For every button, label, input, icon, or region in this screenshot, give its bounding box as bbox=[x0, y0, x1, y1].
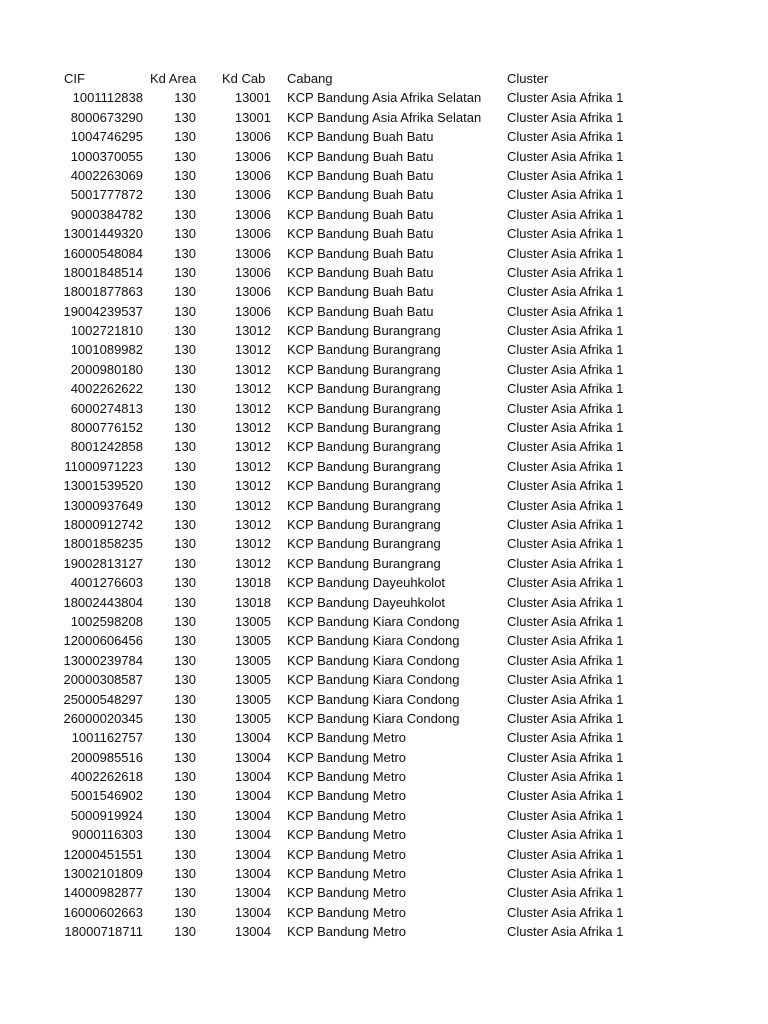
cell-kd-cab: 13004 bbox=[234, 846, 271, 862]
table-row bbox=[0, 845, 768, 864]
cell-kd-area: 130 bbox=[174, 807, 196, 823]
cell-kd-cab: 13006 bbox=[234, 284, 271, 300]
table-row bbox=[0, 379, 768, 398]
cell-kd-area: 130 bbox=[174, 323, 196, 339]
cell-cluster: Cluster Asia Afrika 1 bbox=[507, 129, 624, 145]
cell-cabang: KCP Bandung Metro bbox=[287, 846, 406, 862]
cell-cabang: KCP Bandung Asia Afrika Selatan bbox=[287, 109, 482, 125]
cell-kd-cab: 13005 bbox=[234, 613, 271, 629]
cell-cif: 1000370055 bbox=[70, 148, 143, 164]
cell-cluster: Cluster Asia Afrika 1 bbox=[507, 555, 624, 571]
table-row bbox=[0, 651, 768, 670]
table-row bbox=[0, 670, 768, 689]
table-row bbox=[0, 360, 768, 379]
cell-cluster: Cluster Asia Afrika 1 bbox=[507, 904, 624, 920]
cell-kd-area: 130 bbox=[174, 264, 196, 280]
cell-cif: 2000980180 bbox=[70, 361, 143, 377]
cell-cluster: Cluster Asia Afrika 1 bbox=[507, 420, 624, 436]
cell-kd-area: 130 bbox=[174, 613, 196, 629]
cell-kd-area: 130 bbox=[174, 497, 196, 513]
header-cabang: Cabang bbox=[287, 71, 333, 86]
table-body bbox=[0, 88, 768, 941]
cell-kd-area: 130 bbox=[174, 866, 196, 882]
cell-kd-cab: 13012 bbox=[234, 555, 271, 571]
cell-cluster: Cluster Asia Afrika 1 bbox=[507, 439, 624, 455]
cell-cluster: Cluster Asia Afrika 1 bbox=[507, 400, 624, 416]
table-row bbox=[0, 244, 768, 263]
cell-kd-area: 130 bbox=[174, 575, 196, 591]
cell-cluster: Cluster Asia Afrika 1 bbox=[507, 361, 624, 377]
cell-cif: 9000384782 bbox=[70, 206, 143, 222]
cell-kd-area: 130 bbox=[174, 90, 196, 106]
data-table bbox=[0, 69, 768, 942]
cell-cluster: Cluster Asia Afrika 1 bbox=[507, 691, 624, 707]
cell-kd-area: 130 bbox=[174, 924, 196, 940]
cell-cluster: Cluster Asia Afrika 1 bbox=[507, 226, 624, 242]
cell-cabang: KCP Bandung Burangrang bbox=[287, 400, 441, 416]
cell-kd-cab: 13012 bbox=[234, 342, 271, 358]
table-row bbox=[0, 612, 768, 631]
cell-cluster: Cluster Asia Afrika 1 bbox=[507, 885, 624, 901]
cell-cif: 8000776152 bbox=[70, 420, 143, 436]
cell-cabang: KCP Bandung Buah Batu bbox=[287, 206, 434, 222]
cell-cabang: KCP Bandung Buah Batu bbox=[287, 303, 434, 319]
cell-cluster: Cluster Asia Afrika 1 bbox=[507, 478, 624, 494]
cell-kd-area: 130 bbox=[174, 555, 196, 571]
cell-kd-cab: 13004 bbox=[234, 807, 271, 823]
cell-kd-cab: 13004 bbox=[234, 749, 271, 765]
cell-kd-cab: 13001 bbox=[234, 90, 271, 106]
cell-kd-cab: 13012 bbox=[234, 516, 271, 532]
cell-kd-cab: 13006 bbox=[234, 226, 271, 242]
cell-cif: 13001539520 bbox=[63, 478, 143, 494]
table-row bbox=[0, 437, 768, 456]
cell-cabang: KCP Bandung Burangrang bbox=[287, 555, 441, 571]
cell-cif: 5001546902 bbox=[70, 788, 143, 804]
cell-cif: 1002598208 bbox=[70, 613, 143, 629]
cell-kd-cab: 13012 bbox=[234, 381, 271, 397]
cell-kd-area: 130 bbox=[174, 788, 196, 804]
table-row bbox=[0, 593, 768, 612]
table-row bbox=[0, 883, 768, 902]
cell-kd-area: 130 bbox=[174, 827, 196, 843]
cell-cabang: KCP Bandung Buah Batu bbox=[287, 187, 434, 203]
cell-kd-cab: 13012 bbox=[234, 361, 271, 377]
cell-kd-area: 130 bbox=[174, 710, 196, 726]
cell-cabang: KCP Bandung Metro bbox=[287, 924, 406, 940]
cell-cluster: Cluster Asia Afrika 1 bbox=[507, 633, 624, 649]
cell-kd-cab: 13005 bbox=[234, 652, 271, 668]
cell-cif: 4002262618 bbox=[70, 769, 143, 785]
cell-kd-area: 130 bbox=[174, 109, 196, 125]
cell-kd-cab: 13004 bbox=[234, 904, 271, 920]
cell-kd-area: 130 bbox=[174, 303, 196, 319]
table-row bbox=[0, 631, 768, 650]
cell-cif: 4002263069 bbox=[70, 167, 143, 183]
cell-cabang: KCP Bandung Metro bbox=[287, 807, 406, 823]
cell-cabang: KCP Bandung Metro bbox=[287, 749, 406, 765]
cell-cluster: Cluster Asia Afrika 1 bbox=[507, 284, 624, 300]
cell-kd-cab: 13012 bbox=[234, 497, 271, 513]
cell-cif: 20000308587 bbox=[63, 672, 143, 688]
table-row bbox=[0, 786, 768, 805]
cell-cluster: Cluster Asia Afrika 1 bbox=[507, 749, 624, 765]
cell-cabang: KCP Bandung Kiara Condong bbox=[287, 652, 460, 668]
cell-cif: 8000673290 bbox=[70, 109, 143, 125]
table-row bbox=[0, 282, 768, 301]
cell-kd-cab: 13006 bbox=[234, 187, 271, 203]
cell-cabang: KCP Bandung Buah Batu bbox=[287, 226, 434, 242]
table-row bbox=[0, 321, 768, 340]
cell-cluster: Cluster Asia Afrika 1 bbox=[507, 710, 624, 726]
cell-cabang: KCP Bandung Burangrang bbox=[287, 381, 441, 397]
table-row bbox=[0, 263, 768, 282]
table-row bbox=[0, 728, 768, 747]
cell-kd-cab: 13004 bbox=[234, 788, 271, 804]
cell-cif: 8001242858 bbox=[70, 439, 143, 455]
cell-cif: 18000912742 bbox=[63, 516, 143, 532]
table-row bbox=[0, 903, 768, 922]
cell-cluster: Cluster Asia Afrika 1 bbox=[507, 594, 624, 610]
cell-kd-area: 130 bbox=[174, 633, 196, 649]
cell-cif: 11000971223 bbox=[64, 458, 143, 474]
table-row bbox=[0, 476, 768, 495]
cell-cluster: Cluster Asia Afrika 1 bbox=[507, 788, 624, 804]
cell-cif: 1002721810 bbox=[70, 323, 143, 339]
cell-kd-cab: 13004 bbox=[234, 827, 271, 843]
table-row bbox=[0, 864, 768, 883]
cell-cabang: KCP Bandung Dayeuhkolot bbox=[287, 594, 446, 610]
table-header-row bbox=[0, 69, 768, 88]
cell-cluster: Cluster Asia Afrika 1 bbox=[507, 730, 624, 746]
table-row bbox=[0, 147, 768, 166]
cell-kd-area: 130 bbox=[174, 167, 196, 183]
cell-kd-area: 130 bbox=[174, 904, 196, 920]
cell-cif: 13001449320 bbox=[63, 226, 143, 242]
cell-kd-area: 130 bbox=[174, 129, 196, 145]
cell-cabang: KCP Bandung Burangrang bbox=[287, 439, 441, 455]
cell-kd-cab: 13005 bbox=[234, 633, 271, 649]
cell-kd-cab: 13006 bbox=[234, 167, 271, 183]
cell-cluster: Cluster Asia Afrika 1 bbox=[507, 827, 624, 843]
cell-cif: 1001112838 bbox=[72, 90, 143, 106]
table-row bbox=[0, 302, 768, 321]
cell-kd-area: 130 bbox=[174, 381, 196, 397]
cell-cif: 18001877863 bbox=[63, 284, 143, 300]
cell-cluster: Cluster Asia Afrika 1 bbox=[507, 924, 624, 940]
table-row bbox=[0, 418, 768, 437]
header-cif: CIF bbox=[64, 71, 85, 86]
cell-kd-cab: 13006 bbox=[234, 148, 271, 164]
cell-cluster: Cluster Asia Afrika 1 bbox=[507, 264, 624, 280]
table-row bbox=[0, 224, 768, 243]
cell-cif: 13000239784 bbox=[63, 652, 143, 668]
cell-kd-cab: 13006 bbox=[234, 206, 271, 222]
cell-cif: 18002443804 bbox=[63, 594, 143, 610]
cell-kd-cab: 13005 bbox=[234, 672, 271, 688]
table-row bbox=[0, 496, 768, 515]
cell-kd-cab: 13018 bbox=[234, 594, 271, 610]
cell-cif: 19004239537 bbox=[63, 303, 143, 319]
cell-cluster: Cluster Asia Afrika 1 bbox=[507, 846, 624, 862]
cell-cabang: KCP Bandung Dayeuhkolot bbox=[287, 575, 446, 591]
table-row bbox=[0, 515, 768, 534]
cell-cluster: Cluster Asia Afrika 1 bbox=[507, 866, 624, 882]
cell-cif: 18001858235 bbox=[63, 536, 143, 552]
cell-cabang: KCP Bandung Burangrang bbox=[287, 323, 441, 339]
table-row bbox=[0, 767, 768, 786]
cell-kd-area: 130 bbox=[174, 516, 196, 532]
cell-kd-area: 130 bbox=[174, 458, 196, 474]
table-row bbox=[0, 825, 768, 844]
cell-cabang: KCP Bandung Buah Batu bbox=[287, 284, 434, 300]
cell-kd-cab: 13012 bbox=[234, 478, 271, 494]
cell-cabang: KCP Bandung Kiara Condong bbox=[287, 613, 460, 629]
cell-cif: 1001089982 bbox=[70, 342, 143, 358]
cell-cluster: Cluster Asia Afrika 1 bbox=[507, 109, 624, 125]
cell-kd-cab: 13005 bbox=[234, 691, 271, 707]
cell-cabang: KCP Bandung Burangrang bbox=[287, 497, 441, 513]
cell-cif: 16000548084 bbox=[63, 245, 143, 261]
cell-cif: 14000982877 bbox=[63, 885, 143, 901]
cell-cluster: Cluster Asia Afrika 1 bbox=[507, 807, 624, 823]
cell-cabang: KCP Bandung Kiara Condong bbox=[287, 691, 460, 707]
table-row bbox=[0, 340, 768, 359]
table-row bbox=[0, 690, 768, 709]
cell-cif: 9000116303 bbox=[71, 827, 143, 843]
cell-cluster: Cluster Asia Afrika 1 bbox=[507, 497, 624, 513]
cell-cabang: KCP Bandung Burangrang bbox=[287, 478, 441, 494]
table-row bbox=[0, 806, 768, 825]
table-row bbox=[0, 922, 768, 941]
cell-cabang: KCP Bandung Burangrang bbox=[287, 342, 441, 358]
cell-cluster: Cluster Asia Afrika 1 bbox=[507, 187, 624, 203]
cell-kd-area: 130 bbox=[174, 400, 196, 416]
cell-cabang: KCP Bandung Kiara Condong bbox=[287, 633, 460, 649]
cell-cabang: KCP Bandung Burangrang bbox=[287, 361, 441, 377]
cell-kd-area: 130 bbox=[174, 284, 196, 300]
cell-cif: 13000937649 bbox=[63, 497, 143, 513]
cell-kd-cab: 13005 bbox=[234, 710, 271, 726]
cell-cabang: KCP Bandung Buah Batu bbox=[287, 129, 434, 145]
cell-cabang: KCP Bandung Metro bbox=[287, 788, 406, 804]
cell-kd-area: 130 bbox=[174, 652, 196, 668]
cell-kd-area: 130 bbox=[174, 478, 196, 494]
cell-cif: 16000602663 bbox=[63, 904, 143, 920]
cell-kd-area: 130 bbox=[174, 749, 196, 765]
cell-cluster: Cluster Asia Afrika 1 bbox=[507, 206, 624, 222]
cell-kd-cab: 13012 bbox=[234, 323, 271, 339]
cell-kd-cab: 13004 bbox=[234, 885, 271, 901]
table-row bbox=[0, 108, 768, 127]
cell-kd-area: 130 bbox=[174, 420, 196, 436]
table-row bbox=[0, 185, 768, 204]
table-row bbox=[0, 166, 768, 185]
cell-kd-area: 130 bbox=[174, 536, 196, 552]
cell-kd-cab: 13004 bbox=[234, 866, 271, 882]
header-kd-area: Kd Area bbox=[150, 71, 197, 86]
cell-kd-area: 130 bbox=[174, 672, 196, 688]
table-row bbox=[0, 399, 768, 418]
cell-cluster: Cluster Asia Afrika 1 bbox=[507, 342, 624, 358]
cell-cluster: Cluster Asia Afrika 1 bbox=[507, 652, 624, 668]
table-row bbox=[0, 748, 768, 767]
cell-cabang: KCP Bandung Kiara Condong bbox=[287, 710, 460, 726]
cell-cabang: KCP Bandung Metro bbox=[287, 866, 406, 882]
cell-cif: 26000020345 bbox=[63, 710, 143, 726]
cell-kd-cab: 13004 bbox=[234, 769, 271, 785]
cell-kd-cab: 13006 bbox=[234, 245, 271, 261]
cell-kd-cab: 13018 bbox=[234, 575, 271, 591]
cell-cif: 1004746295 bbox=[70, 129, 143, 145]
cell-cif: 1001162757 bbox=[71, 730, 143, 746]
cell-kd-cab: 13006 bbox=[234, 303, 271, 319]
cell-cluster: Cluster Asia Afrika 1 bbox=[507, 575, 624, 591]
cell-cabang: KCP Bandung Burangrang bbox=[287, 536, 441, 552]
cell-cabang: KCP Bandung Burangrang bbox=[287, 420, 441, 436]
table-row bbox=[0, 573, 768, 592]
header-kd-cab: Kd Cab bbox=[222, 71, 266, 86]
cell-cif: 6000274813 bbox=[70, 400, 143, 416]
cell-kd-area: 130 bbox=[174, 594, 196, 610]
cell-cif: 12000451551 bbox=[63, 846, 143, 862]
table-row bbox=[0, 127, 768, 146]
table-row bbox=[0, 88, 768, 107]
table-row bbox=[0, 457, 768, 476]
cell-kd-cab: 13004 bbox=[234, 924, 271, 940]
cell-cluster: Cluster Asia Afrika 1 bbox=[507, 381, 624, 397]
cell-cabang: KCP Bandung Buah Batu bbox=[287, 167, 434, 183]
cell-cif: 4002262622 bbox=[70, 381, 143, 397]
cell-kd-area: 130 bbox=[174, 730, 196, 746]
cell-cif: 19002813127 bbox=[63, 555, 143, 571]
cell-cabang: KCP Bandung Metro bbox=[287, 769, 406, 785]
cell-cabang: KCP Bandung Kiara Condong bbox=[287, 672, 460, 688]
cell-kd-cab: 13006 bbox=[234, 129, 271, 145]
cell-cif: 18001848514 bbox=[63, 264, 143, 280]
cell-cluster: Cluster Asia Afrika 1 bbox=[507, 458, 624, 474]
cell-kd-cab: 13006 bbox=[234, 264, 271, 280]
cell-cluster: Cluster Asia Afrika 1 bbox=[507, 536, 624, 552]
cell-kd-area: 130 bbox=[174, 148, 196, 164]
cell-kd-cab: 13012 bbox=[234, 420, 271, 436]
cell-cluster: Cluster Asia Afrika 1 bbox=[507, 516, 624, 532]
cell-kd-area: 130 bbox=[174, 361, 196, 377]
cell-cif: 4001276603 bbox=[70, 575, 143, 591]
cell-cif: 25000548297 bbox=[63, 691, 143, 707]
cell-cabang: KCP Bandung Burangrang bbox=[287, 458, 441, 474]
cell-cluster: Cluster Asia Afrika 1 bbox=[507, 303, 624, 319]
cell-kd-cab: 13001 bbox=[234, 109, 271, 125]
cell-kd-cab: 13012 bbox=[234, 439, 271, 455]
cell-cabang: KCP Bandung Metro bbox=[287, 885, 406, 901]
cell-cabang: KCP Bandung Buah Batu bbox=[287, 245, 434, 261]
cell-cabang: KCP Bandung Buah Batu bbox=[287, 148, 434, 164]
cell-kd-cab: 13012 bbox=[234, 536, 271, 552]
cell-cif: 5000919924 bbox=[70, 807, 143, 823]
cell-cluster: Cluster Asia Afrika 1 bbox=[507, 672, 624, 688]
header-cluster: Cluster bbox=[507, 71, 549, 86]
cell-kd-cab: 13012 bbox=[234, 400, 271, 416]
table-row bbox=[0, 554, 768, 573]
cell-kd-area: 130 bbox=[174, 439, 196, 455]
cell-kd-area: 130 bbox=[174, 226, 196, 242]
cell-cabang: KCP Bandung Burangrang bbox=[287, 516, 441, 532]
cell-kd-area: 130 bbox=[174, 846, 196, 862]
cell-cluster: Cluster Asia Afrika 1 bbox=[507, 769, 624, 785]
cell-cif: 2000985516 bbox=[70, 749, 143, 765]
cell-cluster: Cluster Asia Afrika 1 bbox=[507, 167, 624, 183]
cell-cabang: KCP Bandung Metro bbox=[287, 730, 406, 746]
cell-cluster: Cluster Asia Afrika 1 bbox=[507, 90, 624, 106]
cell-cluster: Cluster Asia Afrika 1 bbox=[507, 245, 624, 261]
cell-kd-area: 130 bbox=[174, 691, 196, 707]
cell-cabang: KCP Bandung Metro bbox=[287, 827, 406, 843]
cell-cif: 13002101809 bbox=[63, 866, 143, 882]
cell-cluster: Cluster Asia Afrika 1 bbox=[507, 148, 624, 164]
cell-kd-cab: 13004 bbox=[234, 730, 271, 746]
cell-kd-cab: 13012 bbox=[234, 458, 271, 474]
cell-kd-area: 130 bbox=[174, 769, 196, 785]
cell-cif: 5001777872 bbox=[70, 187, 143, 203]
table-row bbox=[0, 709, 768, 728]
cell-cabang: KCP Bandung Metro bbox=[287, 904, 406, 920]
table-row bbox=[0, 534, 768, 553]
table-row bbox=[0, 205, 768, 224]
cell-kd-area: 130 bbox=[174, 342, 196, 358]
cell-cif: 12000606456 bbox=[63, 633, 143, 649]
cell-cabang: KCP Bandung Asia Afrika Selatan bbox=[287, 90, 482, 106]
cell-kd-area: 130 bbox=[174, 245, 196, 261]
cell-cif: 18000718711 bbox=[64, 924, 143, 940]
cell-kd-area: 130 bbox=[174, 187, 196, 203]
cell-cabang: KCP Bandung Buah Batu bbox=[287, 264, 434, 280]
cell-kd-area: 130 bbox=[174, 885, 196, 901]
cell-cluster: Cluster Asia Afrika 1 bbox=[507, 613, 624, 629]
cell-cluster: Cluster Asia Afrika 1 bbox=[507, 323, 624, 339]
cell-kd-area: 130 bbox=[174, 206, 196, 222]
